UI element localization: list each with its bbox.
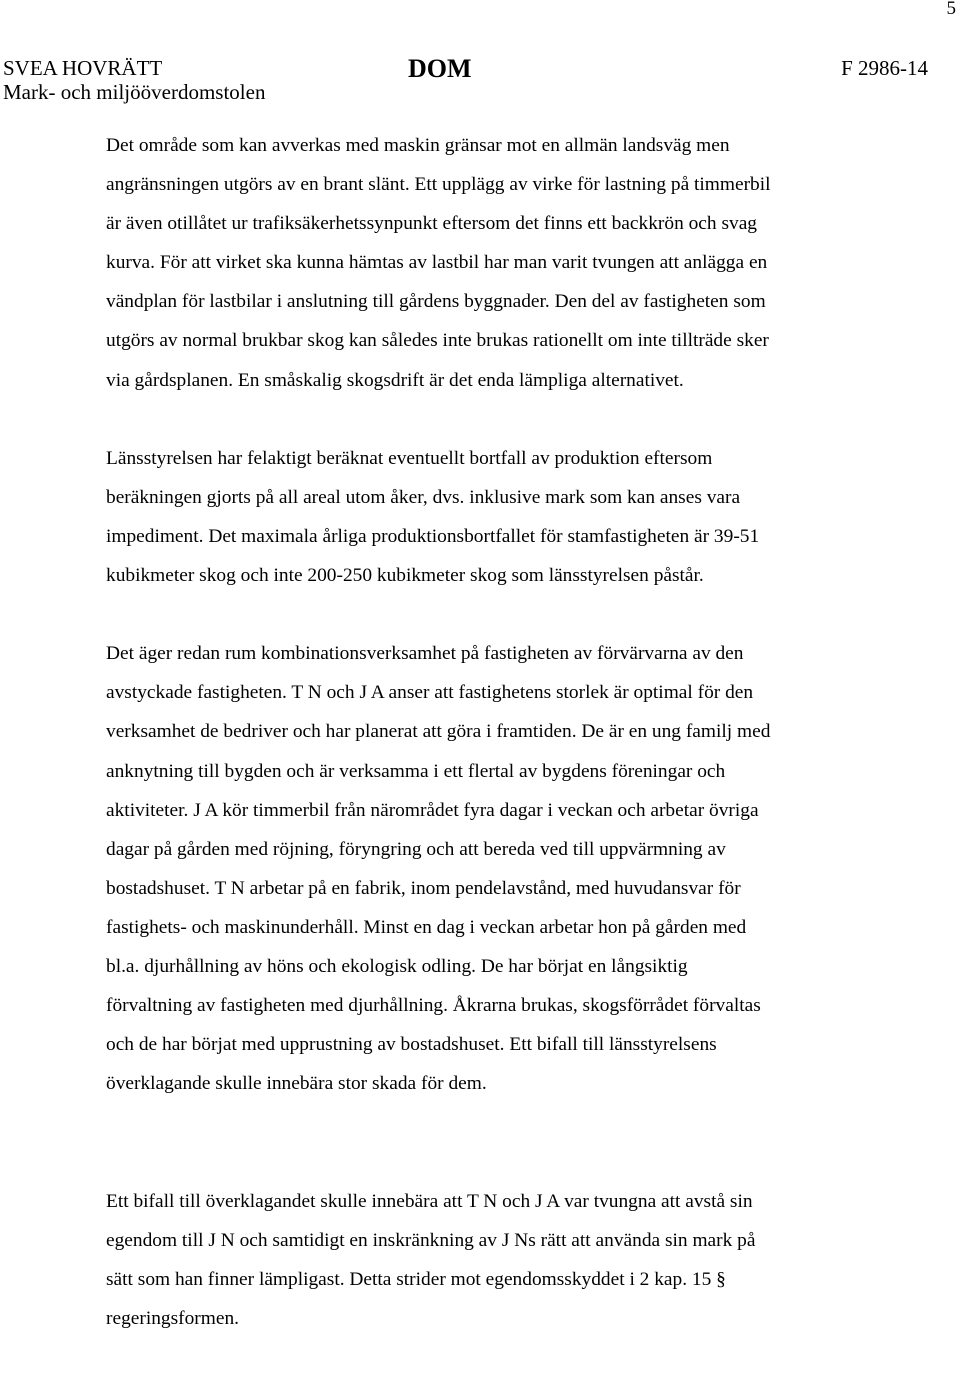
text-line: aktiviteter. J A kör timmerbil från närområdet fyra dagar i veckan och arbetar övriga (106, 799, 759, 821)
paragraph (106, 439, 896, 595)
page-number: 5 (946, 0, 956, 19)
text-line: Länsstyrelsen har felaktigt beräknat eventuellt bortfall av produktion eftersom (106, 447, 713, 469)
document-type: DOM (408, 54, 472, 83)
text-line: fastighets- och maskinunderhåll. Minst en dag i veckan arbetar hon på gården med (106, 916, 747, 938)
text-line: anknytning till bygden och är verksamma i ett flertal av bygdens föreningar och (106, 760, 726, 782)
text-line: impediment. Det maximala årliga produktionsbortfallet för stamfastigheten är 39-51 (106, 525, 760, 547)
court-name: SVEA HOVRÄTT (3, 56, 163, 80)
document-header (3, 55, 928, 107)
text-line: regeringsformen. (106, 1307, 239, 1329)
text-line: vändplan för lastbilar i anslutning till gårdens byggnader. Den del av fastigheten som (106, 291, 766, 313)
text-line: angränsningen utgörs av en brant slänt. Ett upplägg av virke för lastning på timmerbil (106, 174, 771, 196)
text-line: Det äger redan rum kombinationsverksamhet på fastigheten av förvärvarna av den (106, 643, 744, 665)
case-number: F 2986-14 (841, 56, 928, 80)
paragraph (106, 126, 896, 400)
document-body (106, 126, 896, 1377)
text-line: kurva. För att virket ska kunna hämtas av lastbil har man varit tvungen att anlägga en (106, 252, 768, 274)
text-line: överklagande skulle innebära stor skada för dem. (106, 1073, 487, 1095)
text-line: via gårdsplanen. En småskalig skogsdrift är det enda lämpliga alternativet. (106, 369, 684, 391)
text-line: förvaltning av fastigheten med djurhållning. Åkrarna brukas, skogsförrådet förvaltas (106, 995, 761, 1017)
text-line: egendom till J N och samtidigt en inskränkning av J Ns rätt att använda sin mark på (106, 1229, 756, 1251)
paragraph (106, 1182, 896, 1338)
text-line: beräkningen gjorts på all areal utom åker, dvs. inklusive mark som kan anses vara (106, 486, 741, 508)
text-line: avstyckade fastigheten. T N och J A anser att fastighetens storlek är optimal för den (106, 682, 754, 704)
text-line: bostadshuset. T N arbetar på en fabrik, inom pendelavstånd, med huvudansvar för (106, 877, 741, 899)
text-line: kubikmeter skog och inte 200-250 kubikmeter skog som länsstyrelsen påstår. (106, 565, 704, 587)
text-line: Det område som kan avverkas med maskin gränsar mot en allmän landsväg men (106, 135, 730, 156)
text-line: utgörs av normal brukbar skog kan således inte brukas rationellt om inte tillträde sker (106, 330, 769, 352)
text-line: sätt som han finner lämpligast. Detta strider mot egendomsskyddet i 2 kap. 15 § (106, 1268, 726, 1290)
text-line: Ett bifall till överklagandet skulle innebära att T N och J A var tvungna att avstå sin (106, 1190, 753, 1212)
text-line: är även otillåtet ur trafiksäkerhetssynpunkt eftersom det finns ett backkrön och svag (106, 213, 757, 235)
paragraph (106, 634, 896, 1103)
text-line: och de har börjat med upprustning av bostadshuset. Ett bifall till länsstyrelsens (106, 1034, 717, 1056)
text-line: bl.a. djurhållning av höns och ekologisk odling. De har börjat en långsiktig (106, 955, 688, 977)
text-line: verksamhet de bedriver och har planerat att göra i framtiden. De är en ung familj med (106, 721, 771, 743)
court-division: Mark- och miljööverdomstolen (3, 80, 266, 104)
text-line: dagar på gården med röjning, föryngring och att bereda ved till uppvärmning av (106, 838, 726, 860)
